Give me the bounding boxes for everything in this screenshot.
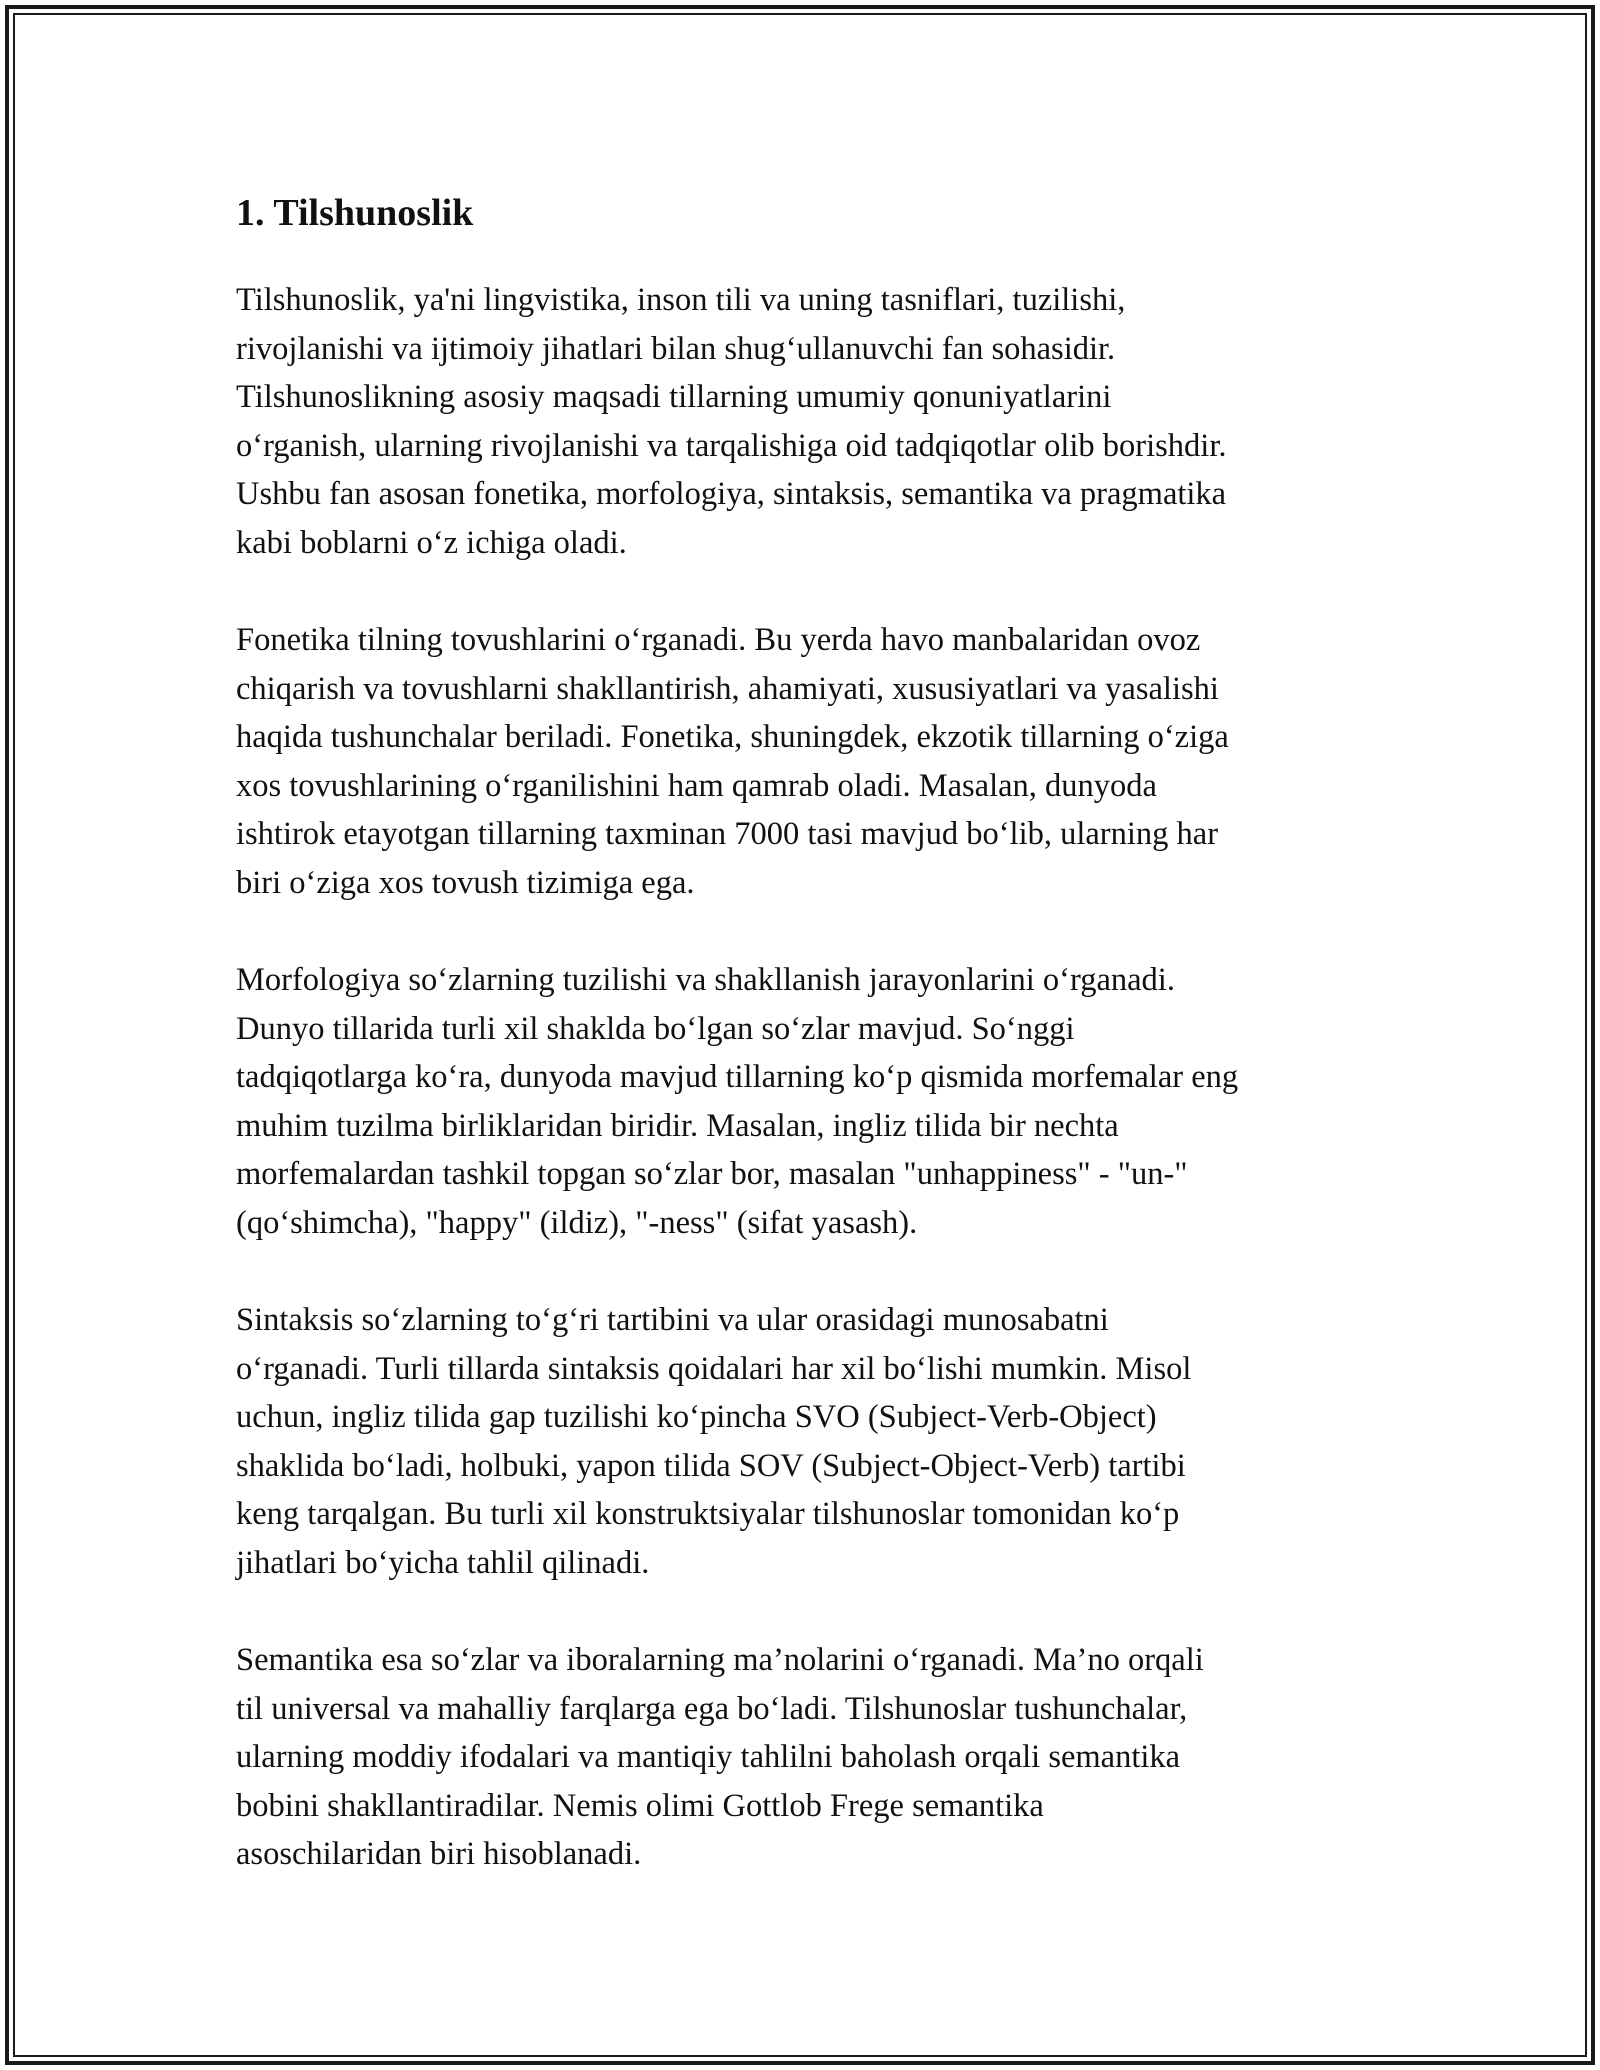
text-line: Tilshunoslik, ya'ni lingvistika, inson tili va uning tasniflari, tuzilishi,: [236, 282, 1126, 318]
text-line: asoschilaridan biri hisoblanadi.: [236, 1836, 642, 1872]
text-line: chiqarish va tovushlarni shakllantirish, ahamiyati, xususiyatlari va yasalishi: [236, 670, 1219, 707]
text-line: tadqiqotlarga ko‘ra, dunyoda mavjud tillarning ko‘p qismida morfemalar eng: [236, 1059, 1239, 1095]
text-line: (qo‘shimcha), "happy" (ildiz), "-ness" (sifat yasash).: [236, 1204, 918, 1241]
text-line: muhim tuzilma birliklaridan biridir. Masalan, ingliz tilida bir nechta: [236, 1107, 1119, 1144]
text-line: ishtirok etayotgan tillarning taxminan 7000 tasi mavjud bo‘lib, ularning har: [236, 816, 1219, 852]
page-title: 1. Tilshunoslik: [236, 192, 474, 234]
text-line: Ushbu fan asosan fonetika, morfologiya, sintaksis, semantika va pragmatika: [236, 476, 1227, 512]
text-line: Sintaksis so‘zlarning to‘g‘ri tartibini va ular orasidagi munosabatni: [236, 1302, 1109, 1338]
text-line: biri o‘ziga xos tovush tizimiga ega.: [236, 864, 695, 901]
paragraph-semantika: [236, 1636, 1376, 1879]
text-line: o‘rganish, ularning rivojlanishi va tarqalishiga oid tadqiqotlar olib borishdir.: [236, 427, 1227, 464]
text-line: jihatlari bo‘yicha tahlil qilinadi.: [236, 1544, 650, 1581]
paragraph-sintaksis: [236, 1296, 1376, 1587]
text-line: uchun, ingliz tilida gap tuzilishi ko‘pincha SVO (Subject-Verb-Object): [236, 1399, 1157, 1435]
text-line: Tilshunoslikning asosiy maqsadi tillarning umumiy qonuniyatlarini: [236, 379, 1112, 415]
text-line: keng tarqalgan. Bu turli xil konstruktsiyalar tilshunoslar tomonidan ko‘p: [236, 1496, 1180, 1532]
paragraph-morfologiya: [236, 956, 1376, 1247]
text-line: haqida tushunchalar beriladi. Fonetika, shuningdek, ekzotik tillarning o‘ziga: [236, 719, 1229, 755]
text-line: morfemalardan tashkil topgan so‘zlar bor, masalan "unhappiness" - "un-": [236, 1156, 1188, 1192]
text-line: o‘rganadi. Turli tillarda sintaksis qoidalari har xil bo‘lishi mumkin. Misol: [236, 1350, 1192, 1387]
text-line: bobini shakllantiradilar. Nemis olimi Gottlob Frege semantika: [236, 1787, 1044, 1824]
text-line: til universal va mahalliy farqlarga ega bo‘ladi. Tilshunoslar tushunchalar,: [236, 1690, 1188, 1727]
paragraph-introduction: [236, 276, 1376, 567]
text-line: Semantika esa so‘zlar va iboralarning ma’nolarini o‘rganadi. Ma’no orqali: [236, 1642, 1204, 1678]
text-line: kabi boblarni o‘z ichiga oladi.: [236, 524, 627, 561]
paragraph-fonetika: [236, 616, 1376, 907]
text-line: shaklida bo‘ladi, holbuki, yapon tilida SOV (Subject-Object-Verb) tartibi: [236, 1447, 1186, 1484]
text-line: Dunyo tillarida turli xil shaklda bo‘lgan so‘zlar mavjud. So‘nggi: [236, 1010, 1075, 1047]
text-line: Morfologiya so‘zlarning tuzilishi va shakllanish jarayonlarini o‘rganadi.: [236, 962, 1175, 998]
text-line: Fonetika tilning tovushlarini o‘rganadi. Bu yerda havo manbalaridan ovoz: [236, 622, 1201, 658]
text-line: rivojlanishi va ijtimoiy jihatlari bilan shug‘ullanuvchi fan sohasidir.: [236, 330, 1116, 367]
document-body: [236, 188, 1376, 1928]
text-line: xos tovushlarining o‘rganilishini ham qamrab oladi. Masalan, dunyoda: [236, 767, 1157, 804]
text-line: ularning moddiy ifodalari va mantiqiy tahlilni baholash orqali semantika: [236, 1739, 1181, 1775]
